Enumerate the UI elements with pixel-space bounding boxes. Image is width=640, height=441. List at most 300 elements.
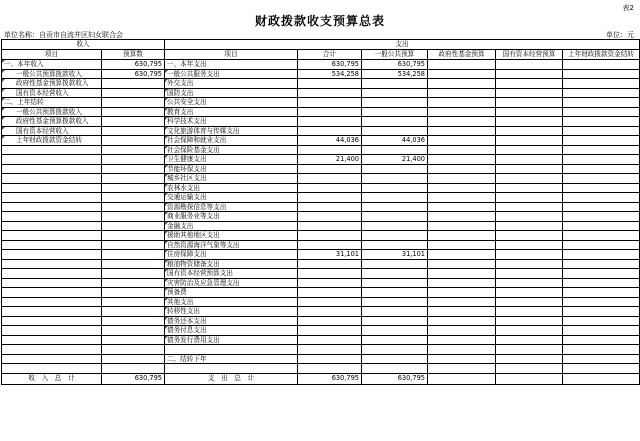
income-budget bbox=[102, 231, 165, 241]
state-capital-budget bbox=[496, 193, 563, 203]
expense-total bbox=[298, 212, 362, 222]
fund-budget bbox=[428, 335, 496, 345]
income-budget bbox=[102, 174, 165, 184]
carryover-funds bbox=[563, 307, 640, 317]
fund-budget bbox=[428, 212, 496, 222]
fund-budget bbox=[428, 326, 496, 336]
state-total-value bbox=[496, 373, 563, 384]
carryover-header: 上年财政拨款资金结转 bbox=[563, 50, 640, 60]
income-budget bbox=[102, 136, 165, 146]
table-row bbox=[2, 212, 640, 222]
carryover-funds bbox=[563, 297, 640, 307]
empty-cell bbox=[496, 364, 563, 374]
expense-total bbox=[298, 174, 362, 184]
income-total-label: 收 入 总 计 bbox=[2, 373, 102, 384]
carryover-funds bbox=[563, 221, 640, 231]
general-budget bbox=[362, 307, 428, 317]
income-budget bbox=[102, 316, 165, 326]
state-capital-header: 国有资本经营预算 bbox=[496, 50, 563, 60]
state-capital-budget bbox=[496, 107, 563, 117]
income-item bbox=[2, 335, 102, 345]
general-budget bbox=[362, 88, 428, 98]
income-item: 政府性基金预算拨款收入 bbox=[2, 79, 102, 89]
carryover-funds bbox=[563, 240, 640, 250]
table-row bbox=[2, 316, 640, 326]
income-budget bbox=[102, 126, 165, 136]
income-budget bbox=[102, 250, 165, 260]
table-row bbox=[2, 107, 640, 117]
income-item bbox=[2, 183, 102, 193]
carryover-funds bbox=[563, 145, 640, 155]
general-budget-header: 一般公共预算 bbox=[362, 50, 428, 60]
expense-item: 社会保险基金支出 bbox=[165, 145, 298, 155]
income-item bbox=[2, 269, 102, 279]
expense-total bbox=[298, 297, 362, 307]
income-item bbox=[2, 288, 102, 298]
empty-cell bbox=[563, 354, 640, 364]
fund-budget bbox=[428, 174, 496, 184]
income-item bbox=[2, 202, 102, 212]
general-budget: 534,258 bbox=[362, 69, 428, 79]
income-budget bbox=[102, 88, 165, 98]
fund-budget bbox=[428, 183, 496, 193]
income-item: 国有资本经营收入 bbox=[2, 126, 102, 136]
empty-cell bbox=[496, 354, 563, 364]
empty-cell bbox=[102, 364, 165, 374]
table-row bbox=[2, 364, 640, 374]
state-capital-budget bbox=[496, 288, 563, 298]
income-item bbox=[2, 297, 102, 307]
expense-item: 一般公共服务支出 bbox=[165, 69, 298, 79]
state-capital-budget bbox=[496, 221, 563, 231]
expense-item: 粮油物资储备支出 bbox=[165, 259, 298, 269]
income-item bbox=[2, 145, 102, 155]
general-budget bbox=[362, 164, 428, 174]
empty-cell bbox=[298, 345, 362, 355]
carryover-funds bbox=[563, 278, 640, 288]
income-budget bbox=[102, 212, 165, 222]
income-item bbox=[2, 307, 102, 317]
fund-budget bbox=[428, 145, 496, 155]
expense-total: 31,101 bbox=[298, 250, 362, 260]
fund-budget bbox=[428, 231, 496, 241]
general-budget: 630,795 bbox=[362, 60, 428, 70]
general-budget bbox=[362, 126, 428, 136]
general-budget bbox=[362, 288, 428, 298]
expense-total bbox=[298, 98, 362, 108]
empty-cell bbox=[2, 345, 102, 355]
table-row bbox=[2, 174, 640, 184]
expense-total bbox=[298, 278, 362, 288]
expense-total bbox=[298, 88, 362, 98]
income-budget bbox=[102, 145, 165, 155]
income-item bbox=[2, 326, 102, 336]
totals-row bbox=[2, 373, 640, 384]
state-capital-budget bbox=[496, 335, 563, 345]
expense-total bbox=[298, 316, 362, 326]
expense-item: 预备费 bbox=[165, 288, 298, 298]
carry-forward-label: 二、结转下年 bbox=[165, 354, 298, 364]
expense-item: 资源勘探信息等支出 bbox=[165, 202, 298, 212]
table-row bbox=[2, 297, 640, 307]
income-item-header: 项目 bbox=[2, 50, 102, 60]
fund-budget bbox=[428, 164, 496, 174]
empty-cell bbox=[2, 354, 102, 364]
income-budget bbox=[102, 202, 165, 212]
table-row bbox=[2, 88, 640, 98]
general-budget: 44,036 bbox=[362, 136, 428, 146]
expense-total: 534,258 bbox=[298, 69, 362, 79]
carryover-funds bbox=[563, 183, 640, 193]
empty-cell bbox=[298, 354, 362, 364]
general-budget bbox=[362, 231, 428, 241]
expense-total: 630,795 bbox=[298, 60, 362, 70]
fund-total-value bbox=[428, 373, 496, 384]
table-row bbox=[2, 259, 640, 269]
state-capital-budget bbox=[496, 202, 563, 212]
carryover-funds bbox=[563, 193, 640, 203]
fund-budget bbox=[428, 259, 496, 269]
income-item bbox=[2, 155, 102, 165]
general-budget bbox=[362, 202, 428, 212]
general-budget bbox=[362, 297, 428, 307]
general-budget bbox=[362, 174, 428, 184]
fund-budget bbox=[428, 155, 496, 165]
state-capital-budget bbox=[496, 155, 563, 165]
income-budget bbox=[102, 278, 165, 288]
income-header: 收入 bbox=[2, 40, 165, 50]
expense-item: 公共安全支出 bbox=[165, 98, 298, 108]
fund-budget bbox=[428, 288, 496, 298]
carryover-funds bbox=[563, 60, 640, 70]
carryover-funds bbox=[563, 136, 640, 146]
expense-item: 转移性支出 bbox=[165, 307, 298, 317]
income-budget-header: 预算数 bbox=[102, 50, 165, 60]
state-capital-budget bbox=[496, 316, 563, 326]
state-capital-budget bbox=[496, 88, 563, 98]
fund-budget bbox=[428, 193, 496, 203]
empty-cell bbox=[102, 354, 165, 364]
income-budget bbox=[102, 107, 165, 117]
carryover-funds bbox=[563, 288, 640, 298]
general-budget bbox=[362, 145, 428, 155]
expense-total bbox=[298, 164, 362, 174]
carryover-funds bbox=[563, 231, 640, 241]
carryover-funds bbox=[563, 88, 640, 98]
income-item bbox=[2, 231, 102, 241]
expense-item: 债务还本支出 bbox=[165, 316, 298, 326]
empty-cell bbox=[362, 345, 428, 355]
general-budget bbox=[362, 79, 428, 89]
fund-budget-header: 政府性基金预算 bbox=[428, 50, 496, 60]
general-budget bbox=[362, 98, 428, 108]
carryover-funds bbox=[563, 316, 640, 326]
table-row bbox=[2, 345, 640, 355]
empty-cell bbox=[428, 345, 496, 355]
income-budget bbox=[102, 164, 165, 174]
table-row bbox=[2, 126, 640, 136]
table-number: 表2 bbox=[622, 4, 634, 12]
expense-total bbox=[298, 126, 362, 136]
empty-cell bbox=[165, 364, 298, 374]
general-budget bbox=[362, 335, 428, 345]
general-budget: 31,101 bbox=[362, 250, 428, 260]
expense-total bbox=[298, 145, 362, 155]
income-item bbox=[2, 221, 102, 231]
state-capital-budget bbox=[496, 79, 563, 89]
fund-budget bbox=[428, 126, 496, 136]
state-capital-budget bbox=[496, 212, 563, 222]
income-item: 一般公共预算拨款收入 bbox=[2, 107, 102, 117]
empty-cell bbox=[563, 364, 640, 374]
expense-item: 住房保障支出 bbox=[165, 250, 298, 260]
income-item: 政府性基金预算拨款收入 bbox=[2, 117, 102, 127]
fund-budget bbox=[428, 136, 496, 146]
carryover-funds bbox=[563, 250, 640, 260]
unit-name: 单位名称：自贡市自流井区妇女联合会 bbox=[4, 31, 123, 39]
page-title: 财政拨款收支预算总表 bbox=[254, 14, 385, 28]
general-budget bbox=[362, 193, 428, 203]
expense-item: 卫生健康支出 bbox=[165, 155, 298, 165]
state-capital-budget bbox=[496, 126, 563, 136]
fund-budget bbox=[428, 250, 496, 260]
carryover-funds bbox=[563, 98, 640, 108]
state-capital-budget bbox=[496, 69, 563, 79]
fund-budget bbox=[428, 221, 496, 231]
income-budget bbox=[102, 307, 165, 317]
table-row bbox=[2, 288, 640, 298]
income-budget bbox=[102, 193, 165, 203]
expense-total bbox=[298, 335, 362, 345]
expense-item: 教育支出 bbox=[165, 107, 298, 117]
income-budget bbox=[102, 288, 165, 298]
income-item bbox=[2, 259, 102, 269]
table-row bbox=[2, 60, 640, 70]
expense-total bbox=[298, 307, 362, 317]
table-row bbox=[2, 269, 640, 279]
state-capital-budget bbox=[496, 278, 563, 288]
income-item: 一般公共预算拨款收入 bbox=[2, 69, 102, 79]
fund-budget bbox=[428, 69, 496, 79]
income-budget bbox=[102, 221, 165, 231]
currency-unit: 单位：元 bbox=[606, 31, 634, 39]
income-budget bbox=[102, 326, 165, 336]
fund-budget bbox=[428, 316, 496, 326]
income-budget bbox=[102, 117, 165, 127]
expense-item: 外交支出 bbox=[165, 79, 298, 89]
fund-budget bbox=[428, 117, 496, 127]
expense-total bbox=[298, 117, 362, 127]
budget-table bbox=[1, 39, 640, 385]
carryover-funds bbox=[563, 212, 640, 222]
table-row bbox=[2, 354, 640, 364]
income-budget bbox=[102, 269, 165, 279]
expense-item: 金融支出 bbox=[165, 221, 298, 231]
expense-item: 灾害防治及应急管理支出 bbox=[165, 278, 298, 288]
income-item: 一、本年收入 bbox=[2, 60, 102, 70]
table-row bbox=[2, 193, 640, 203]
table-row bbox=[2, 307, 640, 317]
general-budget: 21,400 bbox=[362, 155, 428, 165]
expense-total-label: 支 出 总 计 bbox=[165, 373, 298, 384]
fund-budget bbox=[428, 79, 496, 89]
income-item: 上年财政拨款资金结转 bbox=[2, 136, 102, 146]
expense-total bbox=[298, 202, 362, 212]
expense-item: 援助其他地区支出 bbox=[165, 231, 298, 241]
state-capital-budget bbox=[496, 307, 563, 317]
expense-total bbox=[298, 193, 362, 203]
state-capital-budget bbox=[496, 136, 563, 146]
general-budget bbox=[362, 212, 428, 222]
table-row bbox=[2, 278, 640, 288]
income-item bbox=[2, 212, 102, 222]
general-budget bbox=[362, 326, 428, 336]
income-budget bbox=[102, 79, 165, 89]
fund-budget bbox=[428, 240, 496, 250]
expense-item: 商业服务业等支出 bbox=[165, 212, 298, 222]
expense-total bbox=[298, 231, 362, 241]
income-budget: 630,795 bbox=[102, 60, 165, 70]
carry-total-value bbox=[563, 373, 640, 384]
income-budget: 630,795 bbox=[102, 69, 165, 79]
expense-item: 自然资源海洋气象等支出 bbox=[165, 240, 298, 250]
expense-item: 一、本年支出 bbox=[165, 60, 298, 70]
carryover-funds bbox=[563, 259, 640, 269]
table-row bbox=[2, 136, 640, 146]
table-row bbox=[2, 155, 640, 165]
table-row bbox=[2, 240, 640, 250]
expense-item: 其他支出 bbox=[165, 297, 298, 307]
expense-item: 国有资本经营预算支出 bbox=[165, 269, 298, 279]
income-budget bbox=[102, 259, 165, 269]
empty-cell bbox=[2, 364, 102, 374]
carryover-funds bbox=[563, 126, 640, 136]
general-budget bbox=[362, 278, 428, 288]
carryover-funds bbox=[563, 269, 640, 279]
expense-total: 21,400 bbox=[298, 155, 362, 165]
fund-budget bbox=[428, 88, 496, 98]
general-budget bbox=[362, 240, 428, 250]
general-budget bbox=[362, 221, 428, 231]
income-item: 国有资本经营收入 bbox=[2, 88, 102, 98]
expense-total bbox=[298, 79, 362, 89]
table-row bbox=[2, 117, 640, 127]
expense-item-header: 项目 bbox=[165, 50, 298, 60]
state-capital-budget bbox=[496, 117, 563, 127]
carryover-funds bbox=[563, 79, 640, 89]
expense-total bbox=[298, 326, 362, 336]
state-capital-budget bbox=[496, 259, 563, 269]
expense-total bbox=[298, 240, 362, 250]
general-total-value: 630,795 bbox=[362, 373, 428, 384]
income-item: 二、上年结转 bbox=[2, 98, 102, 108]
income-budget bbox=[102, 98, 165, 108]
expense-total bbox=[298, 221, 362, 231]
income-item bbox=[2, 164, 102, 174]
expense-item: 国防支出 bbox=[165, 88, 298, 98]
state-capital-budget bbox=[496, 269, 563, 279]
expense-item: 城乡社区支出 bbox=[165, 174, 298, 184]
expense-item: 债务付息支出 bbox=[165, 326, 298, 336]
fund-budget bbox=[428, 307, 496, 317]
income-budget bbox=[102, 240, 165, 250]
general-budget bbox=[362, 269, 428, 279]
table-row bbox=[2, 202, 640, 212]
carryover-funds bbox=[563, 107, 640, 117]
expense-total bbox=[298, 183, 362, 193]
income-budget bbox=[102, 155, 165, 165]
fund-budget bbox=[428, 269, 496, 279]
carryover-funds bbox=[563, 335, 640, 345]
income-total-value: 630,795 bbox=[102, 373, 165, 384]
expense-total-header: 合计 bbox=[298, 50, 362, 60]
empty-cell bbox=[102, 345, 165, 355]
expense-item: 交通运输支出 bbox=[165, 193, 298, 203]
empty-cell bbox=[298, 364, 362, 374]
carryover-funds bbox=[563, 69, 640, 79]
table-row bbox=[2, 69, 640, 79]
expense-item: 农林水支出 bbox=[165, 183, 298, 193]
fund-budget bbox=[428, 98, 496, 108]
income-item bbox=[2, 240, 102, 250]
expense-header: 支出 bbox=[165, 40, 640, 50]
carryover-funds bbox=[563, 164, 640, 174]
state-capital-budget bbox=[496, 145, 563, 155]
expense-total bbox=[298, 288, 362, 298]
empty-cell bbox=[165, 345, 298, 355]
fund-budget bbox=[428, 107, 496, 117]
carryover-funds bbox=[563, 174, 640, 184]
table-row bbox=[2, 335, 640, 345]
general-budget bbox=[362, 183, 428, 193]
table-row bbox=[2, 183, 640, 193]
general-budget bbox=[362, 107, 428, 117]
state-capital-budget bbox=[496, 297, 563, 307]
expense-item: 科学技术支出 bbox=[165, 117, 298, 127]
income-budget bbox=[102, 297, 165, 307]
fund-budget bbox=[428, 60, 496, 70]
empty-cell bbox=[362, 354, 428, 364]
carryover-funds bbox=[563, 117, 640, 127]
state-capital-budget bbox=[496, 98, 563, 108]
table-row bbox=[2, 98, 640, 108]
income-budget bbox=[102, 183, 165, 193]
fund-budget bbox=[428, 202, 496, 212]
income-item bbox=[2, 250, 102, 260]
empty-cell bbox=[496, 345, 563, 355]
income-budget bbox=[102, 335, 165, 345]
expense-total bbox=[298, 269, 362, 279]
empty-cell bbox=[428, 354, 496, 364]
table-row bbox=[2, 326, 640, 336]
income-item bbox=[2, 174, 102, 184]
income-item bbox=[2, 316, 102, 326]
state-capital-budget bbox=[496, 250, 563, 260]
table-row bbox=[2, 221, 640, 231]
expense-item: 文化旅游体育与传媒支出 bbox=[165, 126, 298, 136]
state-capital-budget bbox=[496, 174, 563, 184]
state-capital-budget bbox=[496, 183, 563, 193]
general-budget bbox=[362, 316, 428, 326]
expense-item: 节能环保支出 bbox=[165, 164, 298, 174]
table-row bbox=[2, 250, 640, 260]
fund-budget bbox=[428, 278, 496, 288]
state-capital-budget bbox=[496, 164, 563, 174]
expense-item: 社会保障和就业支出 bbox=[165, 136, 298, 146]
general-budget bbox=[362, 117, 428, 127]
table-row bbox=[2, 164, 640, 174]
state-capital-budget bbox=[496, 240, 563, 250]
